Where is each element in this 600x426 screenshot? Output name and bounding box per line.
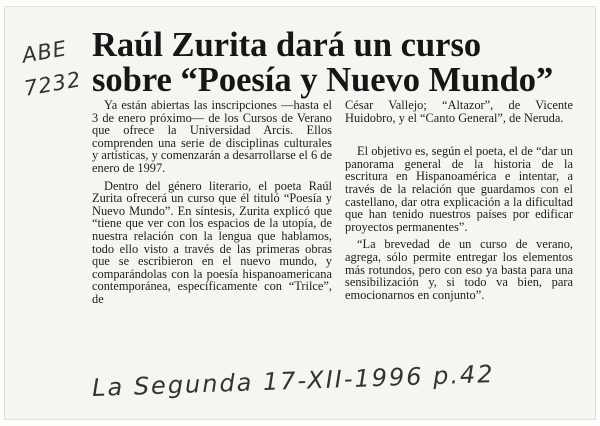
handwritten-catalog-code-line1: ABE	[20, 36, 69, 68]
handwritten-catalog-code-line2: 7232	[22, 67, 84, 101]
article-column-left	[92, 99, 332, 306]
headline-line-2: sobre “Poesía y Nuevo Mundo”	[92, 61, 554, 99]
paragraph-quote: “La brevedad de un curso de verano, agrega, sólo permite entregar los elementos más rotundos, pero con eso ya basta para una sensibilización y, si todo va bien, para emocionarnos en conjunto”.	[345, 237, 573, 302]
paragraph-course-description: Dentro del género literario, el poeta Raúl Zurita ofrecerá un curso que él tituló “Poesía y Nuevo Mundo”. En síntesis, Zurita explicó que “tiene que ver con los espacios de la utopía, de nuestra relación con la lengua que hablamos, todo ello visto a través de las primeras obras que se escribieron en el nuevo mundo, y comparándolas con la poesía hispanoamericana contemporánea, específicamente con “Trilce”, de	[92, 178, 332, 306]
article-column-right	[345, 99, 573, 301]
paragraph-registration: Ya están abiertas las inscripciones —hasta el 3 de enero próximo— de los Cursos de Verano que ofrece la Universidad Arcis. Ellos comprenden una serie de disciplinas culturales y artísticas, y comenzarán a desarrollarse el 6 de enero de 1997.	[92, 98, 332, 175]
paragraph-objective: El objetivo es, según el poeta, el de “dar un panorama general de la historia de la escritura en Hispanoamérica e intentar, a través de la relación que guardamos con el castellano, dar otra explicación a la dificultad que han tenido nuestros países por edificar proyectos permanentes”.	[345, 144, 573, 234]
headline-line-1: Raúl Zurita dará un curso	[92, 26, 482, 64]
handwritten-source-note: La Segunda 17-XII-1996 p.42	[91, 359, 496, 403]
paragraph-continuation: César Vallejo; “Altazor”, de Vicente Huidobro, y el “Canto General”, de Neruda.	[345, 98, 573, 125]
article-headline	[92, 28, 592, 98]
